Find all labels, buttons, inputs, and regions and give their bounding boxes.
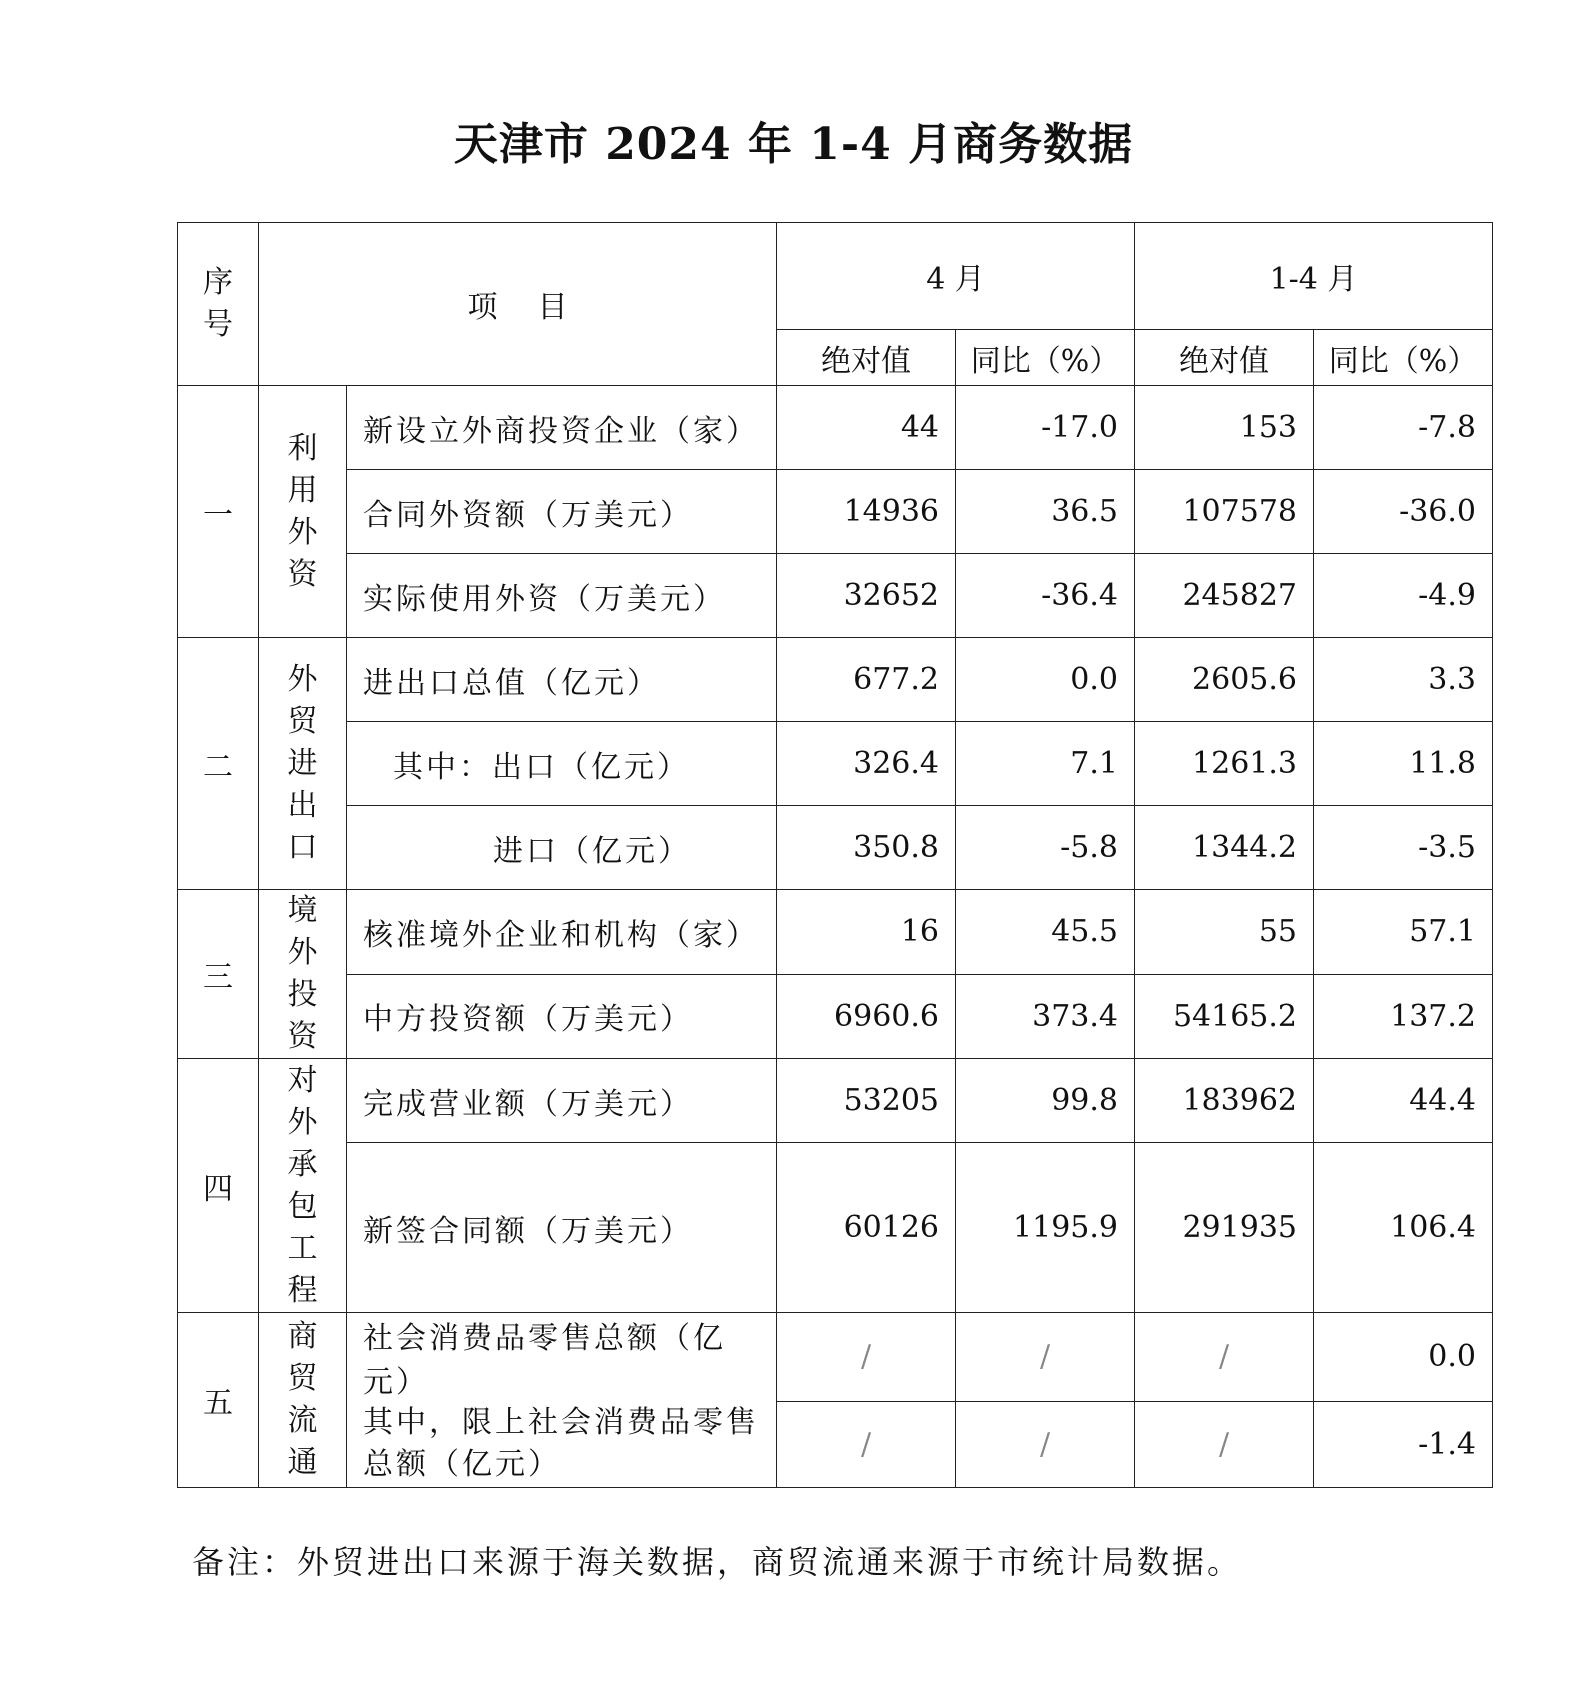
ytd-abs: 245827 [1135, 554, 1314, 638]
ytd-yoy: 44.4 [1314, 1059, 1493, 1143]
section-category: 对 外 承 包 工 程 [259, 1059, 347, 1313]
table-row [178, 470, 1493, 554]
row-item: 合同外资额（万美元） [347, 470, 777, 554]
header-month-abs: 绝对值 [777, 330, 956, 386]
month-abs: 6960.6 [777, 974, 956, 1059]
month-abs: 350.8 [777, 806, 956, 890]
section-category: 外 贸 进 出 口 [259, 638, 347, 890]
month-abs: 16 [777, 890, 956, 975]
table-row [178, 1313, 1493, 1402]
ytd-yoy: 137.2 [1314, 974, 1493, 1059]
month-abs: / [777, 1401, 956, 1487]
ytd-abs: 153 [1135, 386, 1314, 470]
month-yoy: 7.1 [956, 722, 1135, 806]
month-abs: 14936 [777, 470, 956, 554]
month-yoy: -36.4 [956, 554, 1135, 638]
section-seq: 四 [178, 1059, 259, 1313]
row-item: 进出口总值（亿元） [347, 638, 777, 722]
row-item: 其中，限上社会消费品零售总额（亿元） [347, 1401, 777, 1487]
row-item: 实际使用外资（万美元） [347, 554, 777, 638]
section-seq: 一 [178, 386, 259, 638]
ytd-abs: 1261.3 [1135, 722, 1314, 806]
table-row [178, 638, 1493, 722]
month-yoy: 0.0 [956, 638, 1135, 722]
footnote: 备注：外贸进出口来源于海关数据，商贸流通来源于市统计局数据。 [192, 1543, 1243, 1581]
ytd-yoy: 57.1 [1314, 890, 1493, 975]
row-item: 社会消费品零售总额（亿元） [347, 1313, 777, 1402]
month-yoy: 45.5 [956, 890, 1135, 975]
section-seq: 三 [178, 890, 259, 1059]
month-abs: 32652 [777, 554, 956, 638]
ytd-abs: 54165.2 [1135, 974, 1314, 1059]
ytd-abs: 183962 [1135, 1059, 1314, 1143]
header-row-1 [178, 223, 1493, 330]
ytd-abs: 107578 [1135, 470, 1314, 554]
row-item: 中方投资额（万美元） [347, 974, 777, 1059]
ytd-yoy: 3.3 [1314, 638, 1493, 722]
month-yoy: -17.0 [956, 386, 1135, 470]
row-item: 新签合同额（万美元） [347, 1143, 777, 1313]
table-row [178, 1143, 1493, 1313]
ytd-abs: 291935 [1135, 1143, 1314, 1313]
row-item: 新设立外商投资企业（家） [347, 386, 777, 470]
table-row [178, 1059, 1493, 1143]
month-abs: 53205 [777, 1059, 956, 1143]
table-row [178, 386, 1493, 470]
month-abs: 44 [777, 386, 956, 470]
header-month: 4 月 [777, 223, 1135, 330]
row-item: 进口（亿元） [347, 806, 777, 890]
section-seq: 二 [178, 638, 259, 890]
month-abs: / [777, 1313, 956, 1402]
section-category: 商 贸 流 通 [259, 1313, 347, 1488]
table-row [178, 722, 1493, 806]
table-row [178, 1401, 1493, 1487]
table-row [178, 974, 1493, 1059]
table-row [178, 806, 1493, 890]
page-title: 天津市 2024 年 1-4 月商务数据 [453, 119, 1134, 170]
month-yoy: / [956, 1313, 1135, 1402]
ytd-yoy: -4.9 [1314, 554, 1493, 638]
ytd-yoy: -3.5 [1314, 806, 1493, 890]
month-yoy: / [956, 1401, 1135, 1487]
ytd-yoy: 106.4 [1314, 1143, 1493, 1313]
ytd-abs: / [1135, 1313, 1314, 1402]
ytd-abs: 1344.2 [1135, 806, 1314, 890]
header-ytd: 1-4 月 [1135, 223, 1493, 330]
header-ytd-abs: 绝对值 [1135, 330, 1314, 386]
month-abs: 677.2 [777, 638, 956, 722]
ytd-yoy: -36.0 [1314, 470, 1493, 554]
ytd-yoy: 0.0 [1314, 1313, 1493, 1402]
month-abs: 60126 [777, 1143, 956, 1313]
section-seq: 五 [178, 1313, 259, 1488]
month-yoy: 373.4 [956, 974, 1135, 1059]
ytd-yoy: -7.8 [1314, 386, 1493, 470]
row-item: 其中：出口（亿元） [347, 722, 777, 806]
ytd-abs: / [1135, 1401, 1314, 1487]
data-table [177, 222, 1493, 1488]
month-yoy: 1195.9 [956, 1143, 1135, 1313]
section-category: 利 用 外 资 [259, 386, 347, 638]
header-ytd-yoy: 同比（%） [1314, 330, 1493, 386]
month-abs: 326.4 [777, 722, 956, 806]
table-row [178, 554, 1493, 638]
row-item: 完成营业额（万美元） [347, 1059, 777, 1143]
month-yoy: 36.5 [956, 470, 1135, 554]
table-row [178, 890, 1493, 975]
header-seq: 序 号 [178, 223, 259, 386]
ytd-abs: 55 [1135, 890, 1314, 975]
month-yoy: 99.8 [956, 1059, 1135, 1143]
section-category: 境 外 投 资 [259, 890, 347, 1059]
ytd-yoy: -1.4 [1314, 1401, 1493, 1487]
ytd-yoy: 11.8 [1314, 722, 1493, 806]
month-yoy: -5.8 [956, 806, 1135, 890]
row-item: 核准境外企业和机构（家） [347, 890, 777, 975]
header-item: 项目 [259, 223, 777, 386]
header-month-yoy: 同比（%） [956, 330, 1135, 386]
ytd-abs: 2605.6 [1135, 638, 1314, 722]
